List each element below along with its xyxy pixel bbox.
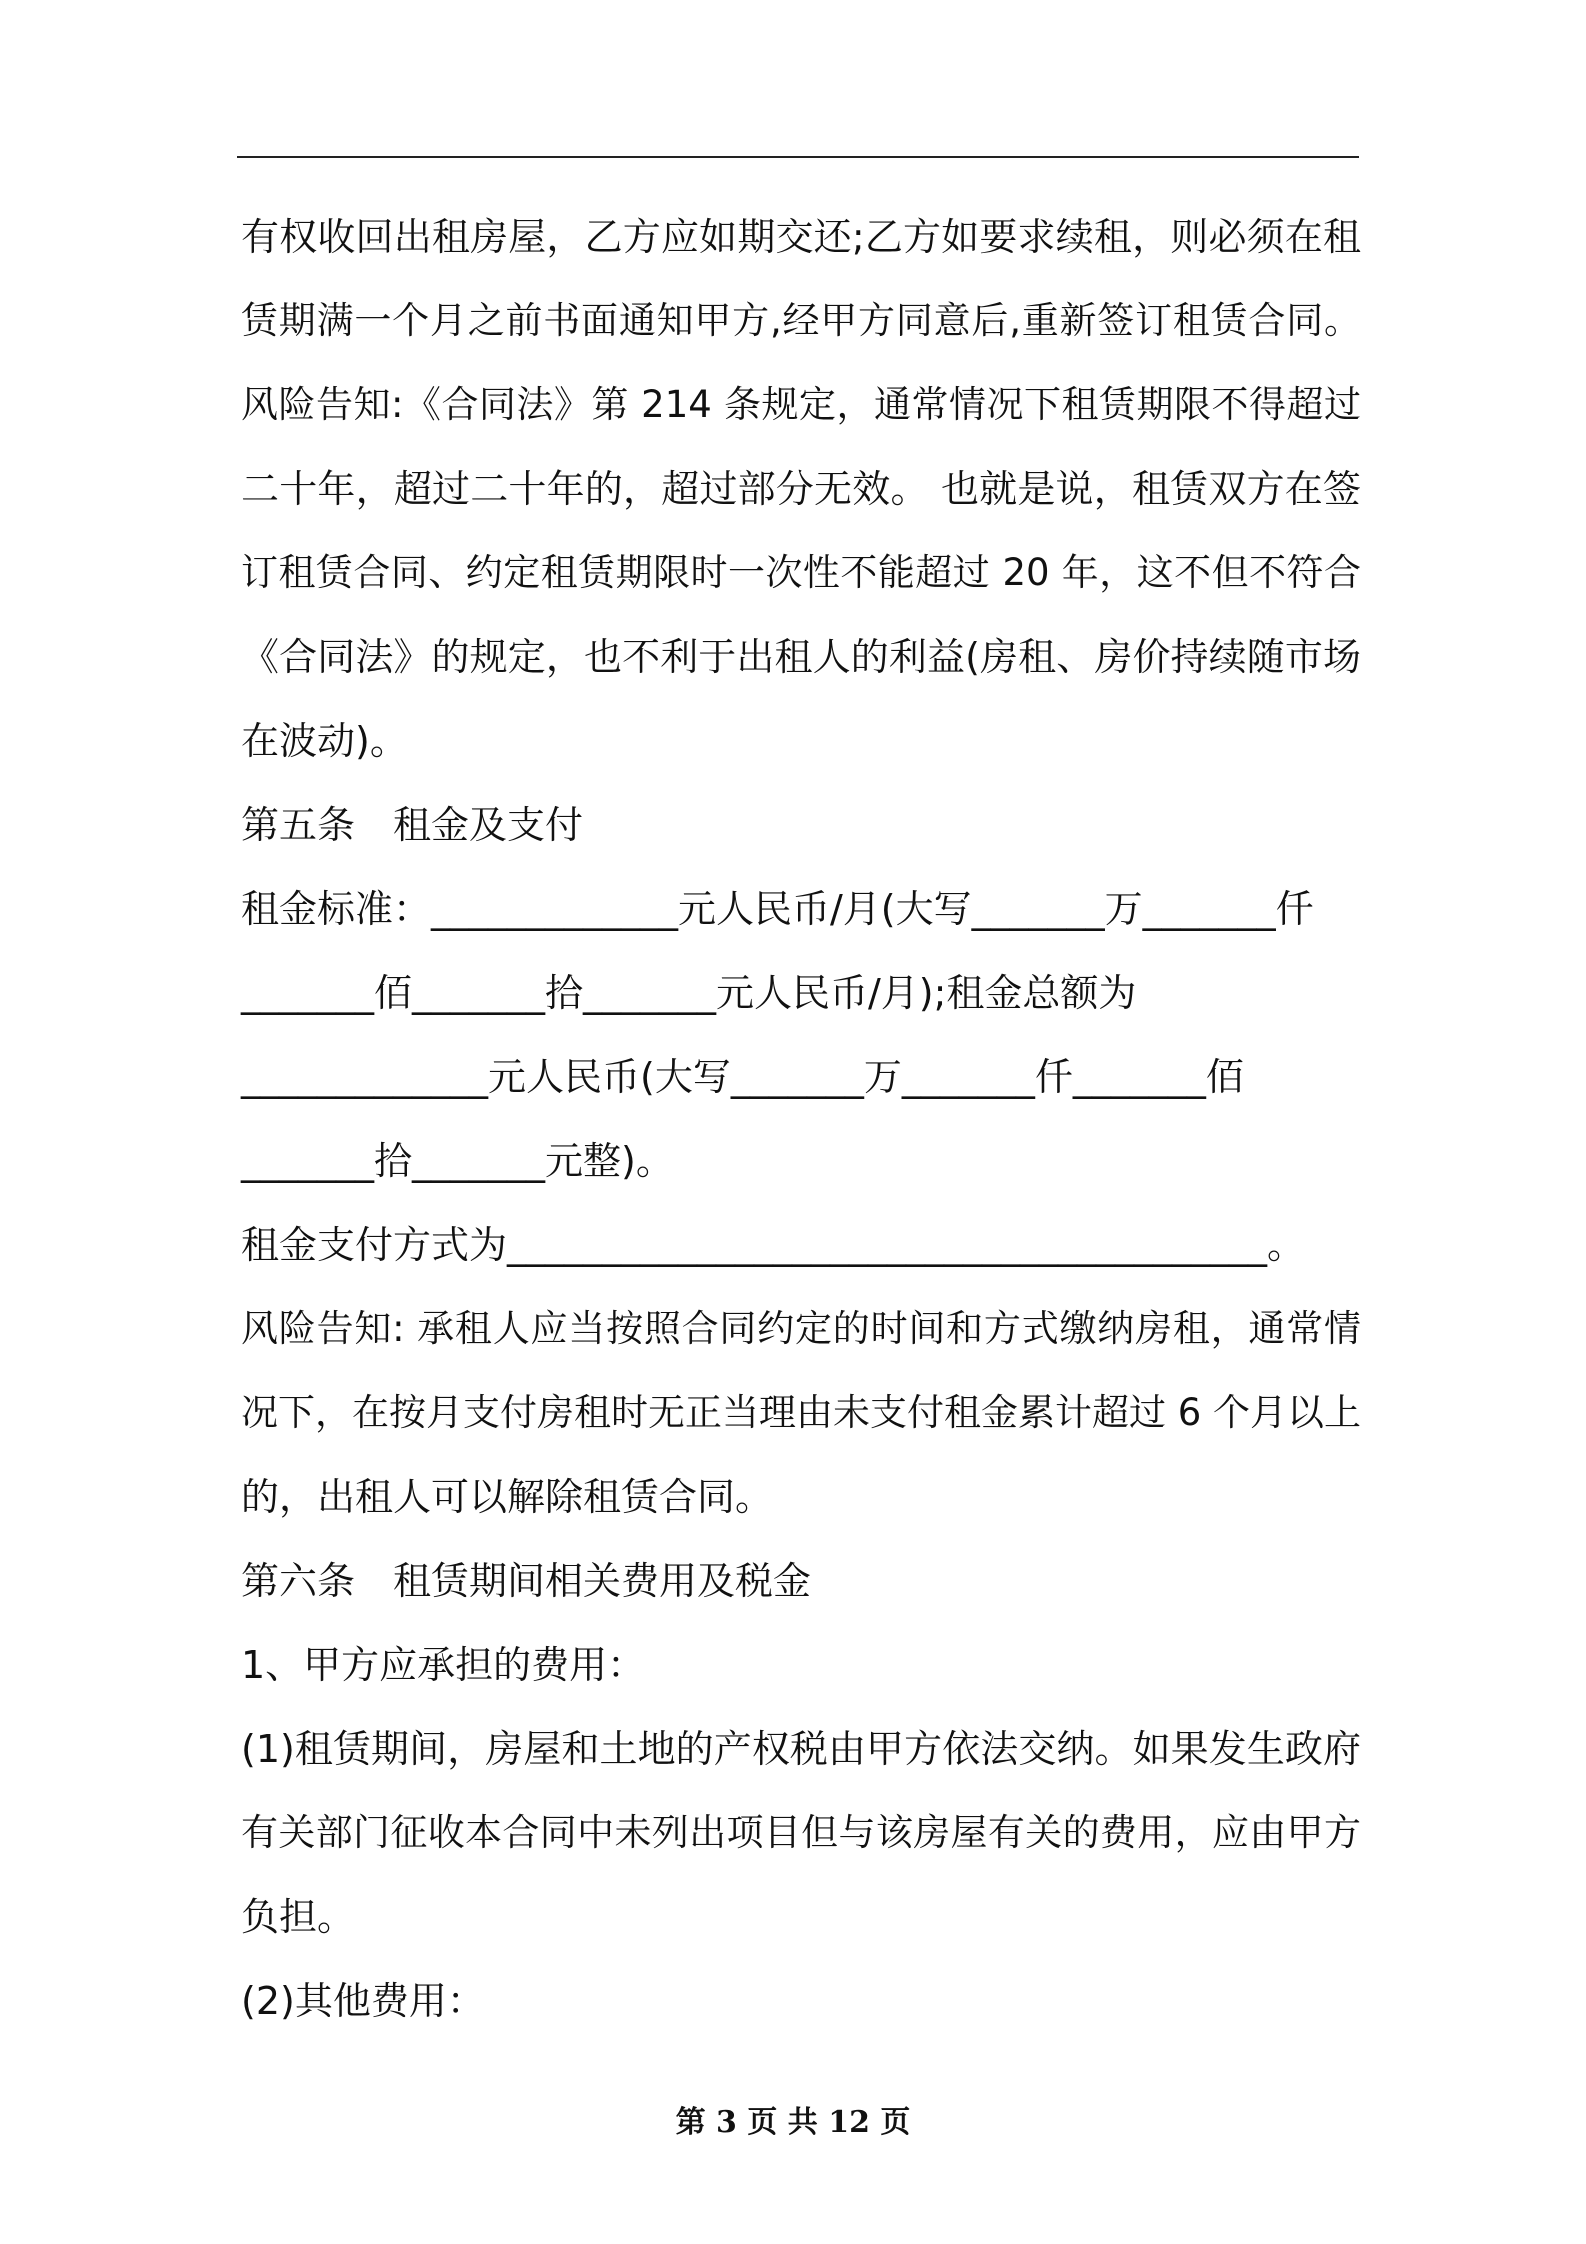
paragraph-line: _______佰_______拾_______元人民币/月);租金总额为 — [241, 971, 1137, 1015]
paragraph-line: _____________元人民币(大写_______万_______仟_______佰 — [241, 1055, 1244, 1099]
paragraph-line: 有权收回出租房屋，乙方应如期交还;乙方如要求续租，则必须在租 — [241, 215, 1361, 259]
paragraph-line: _______拾_______元整)。 — [241, 1139, 674, 1183]
list-item: 1、甲方应承担的费用： — [241, 1643, 646, 1687]
paragraph-line: 二十年，超过二十年的，超过部分无效。 也就是说，租赁双方在签 — [241, 467, 1361, 511]
paragraph-line: 风险告知:《合同法》第 214 条规定，通常情况下租赁期限不得超过 — [241, 383, 1361, 426]
paragraph-line: 的，出租人可以解除租赁合同。 — [241, 1475, 774, 1519]
paragraph-line: 《合同法》的规定，也不利于出租人的利益(房租、房价持续随市场 — [241, 635, 1361, 679]
paragraph-line: 租金支付方式为________________________________________。 — [241, 1223, 1306, 1267]
document-body — [241, 195, 1361, 2043]
paragraph-line: 赁期满一个月之前书面通知甲方,经甲方同意后,重新签订租赁合同。 — [241, 299, 1361, 342]
paragraph-line: 风险告知: 承租人应当按照合同约定的时间和方式缴纳房租，通常情 — [241, 1307, 1361, 1350]
header-divider — [237, 156, 1359, 158]
paragraph-line: 租金标准：_____________元人民币/月(大写_______万_______仟 — [241, 887, 1314, 931]
list-item: (1)租赁期间，房屋和土地的产权税由甲方依法交纳。如果发生政府 — [241, 1727, 1361, 1771]
page-number: 第 3 页 共 12 页 — [675, 2105, 911, 2140]
paragraph-line: 况下，在按月支付房租时无正当理由未支付租金累计超过 6 个月以上 — [241, 1391, 1362, 1434]
paragraph-line: 订租赁合同、约定租赁期限时一次性不能超过 20 年，这不但不符合 — [241, 551, 1361, 594]
list-item: (2)其他费用： — [241, 1979, 485, 2023]
section-heading: 第六条 租赁期间相关费用及税金 — [241, 1559, 812, 1603]
paragraph-line: 负担。 — [241, 1895, 356, 1939]
paragraph-line: 有关部门征收本合同中未列出项目但与该房屋有关的费用，应由甲方 — [241, 1811, 1361, 1854]
section-heading: 第五条 租金及支付 — [241, 803, 584, 847]
paragraph-line: 在波动)。 — [241, 719, 408, 763]
